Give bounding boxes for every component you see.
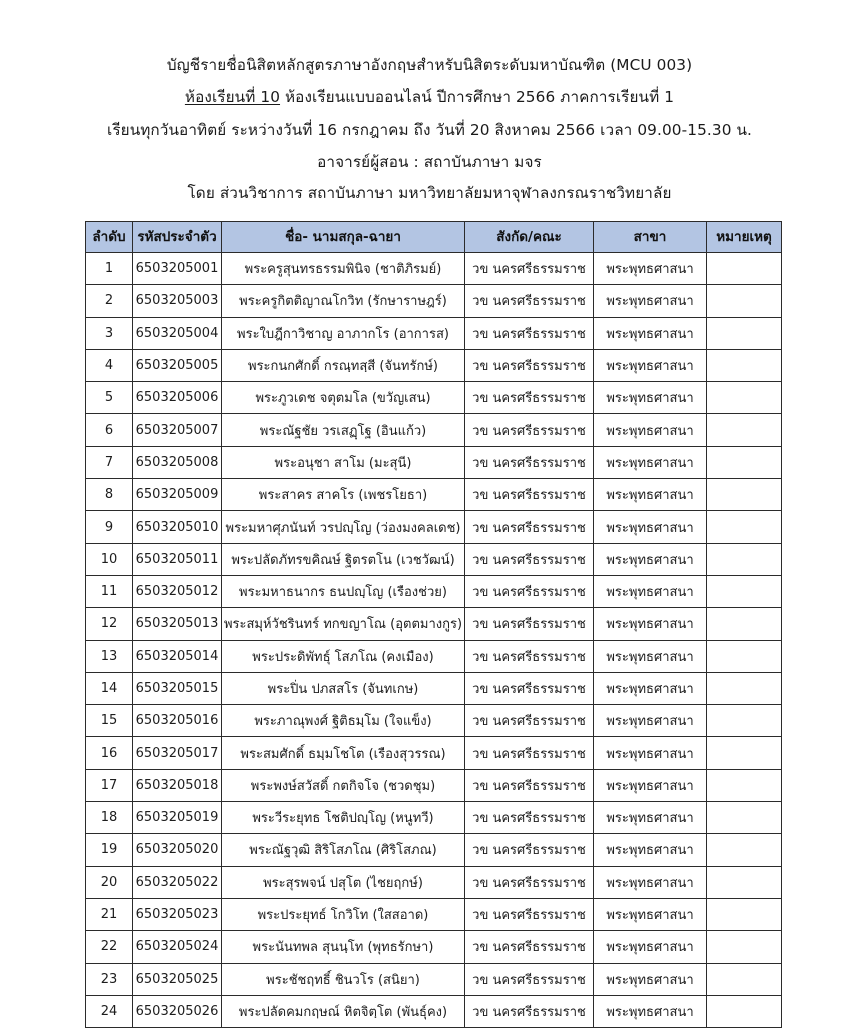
- cell-no: 3: [86, 317, 133, 349]
- cell-note: [707, 479, 782, 511]
- cell-id: 6503205025: [133, 963, 222, 995]
- cell-note: [707, 640, 782, 672]
- cell-dept: วข นครศรีธรรมราช: [465, 349, 594, 381]
- cell-dept: วข นครศรีธรรมราช: [465, 963, 594, 995]
- table-row: [86, 963, 782, 995]
- cell-no: 9: [86, 511, 133, 543]
- cell-note: [707, 705, 782, 737]
- cell-note: [707, 253, 782, 285]
- cell-name: พระภูวเดช จตุตมโล (ขวัญเสน): [222, 382, 465, 414]
- cell-note: [707, 285, 782, 317]
- cell-no: 2: [86, 285, 133, 317]
- table-row: [86, 640, 782, 672]
- cell-no: 17: [86, 769, 133, 801]
- cell-note: [707, 834, 782, 866]
- column-header-id: รหัสประจำตัว: [133, 222, 222, 253]
- roster-table-body: [86, 253, 782, 1028]
- cell-major: พระพุทธศาสนา: [594, 382, 707, 414]
- column-header-no: ลำดับ: [86, 222, 133, 253]
- cell-major: พระพุทธศาสนา: [594, 898, 707, 930]
- cell-dept: วข นครศรีธรรมราช: [465, 382, 594, 414]
- cell-dept: วข นครศรีธรรมราช: [465, 898, 594, 930]
- cell-dept: วข นครศรีธรรมราช: [465, 640, 594, 672]
- cell-no: 21: [86, 898, 133, 930]
- cell-note: [707, 672, 782, 704]
- heading-line-title: บัญชีรายชื่อนิสิตหลักสูตรภาษาอังกฤษสำหรับนิสิตระดับมหาบัณฑิต (MCU 003): [166, 56, 693, 74]
- cell-major: พระพุทธศาสนา: [594, 931, 707, 963]
- cell-dept: วข นครศรีธรรมราช: [465, 995, 594, 1027]
- cell-note: [707, 995, 782, 1027]
- cell-major: พระพุทธศาสนา: [594, 511, 707, 543]
- cell-dept: วข นครศรีธรรมราช: [465, 834, 594, 866]
- cell-major: พระพุทธศาสนา: [594, 640, 707, 672]
- cell-no: 18: [86, 802, 133, 834]
- table-row: [86, 705, 782, 737]
- cell-dept: วข นครศรีธรรมราช: [465, 866, 594, 898]
- cell-note: [707, 414, 782, 446]
- cell-dept: วข นครศรีธรรมราช: [465, 414, 594, 446]
- cell-name: พระวีระยุทธ โชติปญฺโญ (หนูทวี): [222, 802, 465, 834]
- cell-id: 6503205022: [133, 866, 222, 898]
- table-row: [86, 672, 782, 704]
- cell-id: 6503205017: [133, 737, 222, 769]
- cell-no: 1: [86, 253, 133, 285]
- cell-id: 6503205011: [133, 543, 222, 575]
- cell-note: [707, 866, 782, 898]
- cell-dept: วข นครศรีธรรมราช: [465, 575, 594, 607]
- cell-name: พระมหาศุภนันท์ วรปญฺโญ (ว่องมงคลเดช): [222, 511, 465, 543]
- cell-note: [707, 898, 782, 930]
- cell-no: 7: [86, 446, 133, 478]
- cell-id: 6503205012: [133, 575, 222, 607]
- heading-line-classroom: [0, 90, 859, 105]
- cell-note: [707, 382, 782, 414]
- cell-dept: วข นครศรีธรรมราช: [465, 543, 594, 575]
- cell-name: พระณัฐชัย วรเสฏฺโฐ (อินแก้ว): [222, 414, 465, 446]
- column-header-note: หมายเหตุ: [707, 222, 782, 253]
- column-header-dept: สังกัด/คณะ: [465, 222, 594, 253]
- cell-id: 6503205010: [133, 511, 222, 543]
- cell-major: พระพุทธศาสนา: [594, 253, 707, 285]
- table-header-row: [86, 222, 782, 253]
- cell-major: พระพุทธศาสนา: [594, 672, 707, 704]
- cell-dept: วข นครศรีธรรมราช: [465, 769, 594, 801]
- cell-major: พระพุทธศาสนา: [594, 802, 707, 834]
- cell-no: 8: [86, 479, 133, 511]
- cell-major: พระพุทธศาสนา: [594, 543, 707, 575]
- cell-name: พระณัฐวุฒิ สิริโสภโณ (ศิริโสภณ): [222, 834, 465, 866]
- cell-id: 6503205015: [133, 672, 222, 704]
- table-row: [86, 349, 782, 381]
- cell-name: พระสมศักดิ์ ธมฺมโชโต (เรืองสุวรรณ): [222, 737, 465, 769]
- table-row: [86, 802, 782, 834]
- cell-major: พระพุทธศาสนา: [594, 479, 707, 511]
- cell-name: พระสาคร สาคโร (เพชรโยธา): [222, 479, 465, 511]
- cell-no: 6: [86, 414, 133, 446]
- cell-name: พระนันทพล สุนนฺโท (พุทธรักษา): [222, 931, 465, 963]
- column-header-name: ชื่อ- นามสกุล-ฉายา: [222, 222, 465, 253]
- cell-major: พระพุทธศาสนา: [594, 995, 707, 1027]
- cell-name: พระภาณุพงศ์ ฐิติธมฺโม (ใจแข็ง): [222, 705, 465, 737]
- cell-id: 6503205020: [133, 834, 222, 866]
- cell-id: 6503205004: [133, 317, 222, 349]
- cell-no: 12: [86, 608, 133, 640]
- cell-dept: วข นครศรีธรรมราช: [465, 317, 594, 349]
- cell-major: พระพุทธศาสนา: [594, 285, 707, 317]
- cell-id: 6503205014: [133, 640, 222, 672]
- heading-line-schedule: เรียนทุกวันอาทิตย์ ระหว่างวันที่ 16 กรกฎาคม ถึง วันที่ 20 สิงหาคม 2566 เวลา 09.00-15.30 น.: [106, 120, 753, 139]
- cell-id: 6503205013: [133, 608, 222, 640]
- cell-name: พระประดิพัทธุ์ โสภโณ (คงเมือง): [222, 640, 465, 672]
- cell-note: [707, 931, 782, 963]
- cell-note: [707, 446, 782, 478]
- cell-id: 6503205003: [133, 285, 222, 317]
- cell-major: พระพุทธศาสนา: [594, 446, 707, 478]
- roster-table-container: [85, 221, 775, 1028]
- cell-note: [707, 608, 782, 640]
- cell-major: พระพุทธศาสนา: [594, 575, 707, 607]
- cell-no: 14: [86, 672, 133, 704]
- cell-no: 24: [86, 995, 133, 1027]
- table-row: [86, 414, 782, 446]
- cell-id: 6503205023: [133, 898, 222, 930]
- cell-name: พระมหาธนากร ธนปญฺโญ (เรืองช่วย): [222, 575, 465, 607]
- table-row: [86, 898, 782, 930]
- cell-major: พระพุทธศาสนา: [594, 834, 707, 866]
- cell-major: พระพุทธศาสนา: [594, 317, 707, 349]
- cell-note: [707, 575, 782, 607]
- cell-major: พระพุทธศาสนา: [594, 705, 707, 737]
- cell-name: พระปลัดคมกฤษณ์ หิตจิตฺโต (พันธุ์คง): [222, 995, 465, 1027]
- roster-table: [85, 221, 782, 1028]
- table-row: [86, 511, 782, 543]
- cell-name: พระพงษ์สวัสดิ์ กตกิจโจ (ชวดชุม): [222, 769, 465, 801]
- cell-major: พระพุทธศาสนา: [594, 769, 707, 801]
- cell-note: [707, 802, 782, 834]
- cell-no: 4: [86, 349, 133, 381]
- table-row: [86, 995, 782, 1027]
- cell-no: 19: [86, 834, 133, 866]
- document-heading: [0, 0, 859, 201]
- cell-no: 5: [86, 382, 133, 414]
- classroom-rest: ห้องเรียนแบบออนไลน์ ปีการศึกษา 2566 ภาคการเรียนที่ 1: [280, 88, 675, 107]
- table-row: [86, 834, 782, 866]
- cell-note: [707, 349, 782, 381]
- cell-name: พระสุรพจน์ ปสุโต (ไชยฤกษ์): [222, 866, 465, 898]
- cell-id: 6503205008: [133, 446, 222, 478]
- cell-no: 15: [86, 705, 133, 737]
- cell-no: 10: [86, 543, 133, 575]
- cell-name: พระครูสุนทรธรรมพินิจ (ชาติภิรมย์): [222, 253, 465, 285]
- cell-id: 6503205019: [133, 802, 222, 834]
- cell-no: 13: [86, 640, 133, 672]
- cell-dept: วข นครศรีธรรมราช: [465, 285, 594, 317]
- cell-id: 6503205001: [133, 253, 222, 285]
- table-row: [86, 866, 782, 898]
- cell-note: [707, 511, 782, 543]
- cell-name: พระประยุทธ์ โกวิโท (ใสสอาด): [222, 898, 465, 930]
- table-row: [86, 285, 782, 317]
- cell-id: 6503205016: [133, 705, 222, 737]
- table-row: [86, 543, 782, 575]
- table-row: [86, 769, 782, 801]
- cell-name: พระอนุชา สาโม (มะสุนี): [222, 446, 465, 478]
- column-header-major: สาขา: [594, 222, 707, 253]
- cell-major: พระพุทธศาสนา: [594, 737, 707, 769]
- table-row: [86, 931, 782, 963]
- cell-dept: วข นครศรีธรรมราช: [465, 672, 594, 704]
- table-row: [86, 253, 782, 285]
- classroom-number-underlined: ห้องเรียนที่ 10: [184, 88, 281, 107]
- table-row: [86, 608, 782, 640]
- cell-dept: วข นครศรีธรรมราช: [465, 608, 594, 640]
- heading-line-instructor: อาจารย์ผู้สอน : สถาบันภาษา มจร: [317, 152, 542, 171]
- cell-name: พระใบฎีกาวิชาญ อาภากโร (อาการส): [222, 317, 465, 349]
- cell-major: พระพุทธศาสนา: [594, 349, 707, 381]
- cell-no: 11: [86, 575, 133, 607]
- cell-major: พระพุทธศาสนา: [594, 963, 707, 995]
- cell-dept: วข นครศรีธรรมราช: [465, 479, 594, 511]
- cell-dept: วข นครศรีธรรมราช: [465, 737, 594, 769]
- table-row: [86, 446, 782, 478]
- cell-id: 6503205006: [133, 382, 222, 414]
- cell-id: 6503205024: [133, 931, 222, 963]
- cell-dept: วข นครศรีธรรมราช: [465, 705, 594, 737]
- cell-no: 23: [86, 963, 133, 995]
- table-row: [86, 382, 782, 414]
- cell-dept: วข นครศรีธรรมราช: [465, 446, 594, 478]
- cell-name: พระสมุห์วัชรินทร์ ทกขญาโณ (อุตตมางกูร): [222, 608, 465, 640]
- table-row: [86, 317, 782, 349]
- cell-note: [707, 963, 782, 995]
- cell-no: 16: [86, 737, 133, 769]
- cell-id: 6503205026: [133, 995, 222, 1027]
- cell-name: พระครูกิตติญาณโกวิท (รักษาราษฎร์): [222, 285, 465, 317]
- heading-line-issuer: โดย ส่วนวิชาการ สถาบันภาษา มหาวิทยาลัยมหาจุฬาลงกรณราชวิทยาลัย: [187, 184, 672, 203]
- cell-no: 22: [86, 931, 133, 963]
- cell-major: พระพุทธศาสนา: [594, 866, 707, 898]
- cell-name: พระชัชฤทธิ์ ชินวโร (สนิยา): [222, 963, 465, 995]
- cell-name: พระปลัดภัทรขคิณษ์ ฐิตรตโน (เวชวัฒน์): [222, 543, 465, 575]
- table-row: [86, 575, 782, 607]
- cell-dept: วข นครศรีธรรมราช: [465, 511, 594, 543]
- cell-id: 6503205009: [133, 479, 222, 511]
- cell-note: [707, 317, 782, 349]
- cell-dept: วข นครศรีธรรมราช: [465, 253, 594, 285]
- cell-no: 20: [86, 866, 133, 898]
- cell-name: พระกนกศักดิ์ กรณฺทสฺสี (จันทรักษ์): [222, 349, 465, 381]
- cell-major: พระพุทธศาสนา: [594, 414, 707, 446]
- roster-table-head: [86, 222, 782, 253]
- cell-dept: วข นครศรีธรรมราช: [465, 931, 594, 963]
- cell-major: พระพุทธศาสนา: [594, 608, 707, 640]
- cell-note: [707, 737, 782, 769]
- cell-dept: วข นครศรีธรรมราช: [465, 802, 594, 834]
- cell-id: 6503205005: [133, 349, 222, 381]
- cell-note: [707, 769, 782, 801]
- cell-id: 6503205007: [133, 414, 222, 446]
- cell-name: พระปิ่น ปภสสโร (จันทเกษ): [222, 672, 465, 704]
- cell-note: [707, 543, 782, 575]
- cell-id: 6503205018: [133, 769, 222, 801]
- table-row: [86, 737, 782, 769]
- table-row: [86, 479, 782, 511]
